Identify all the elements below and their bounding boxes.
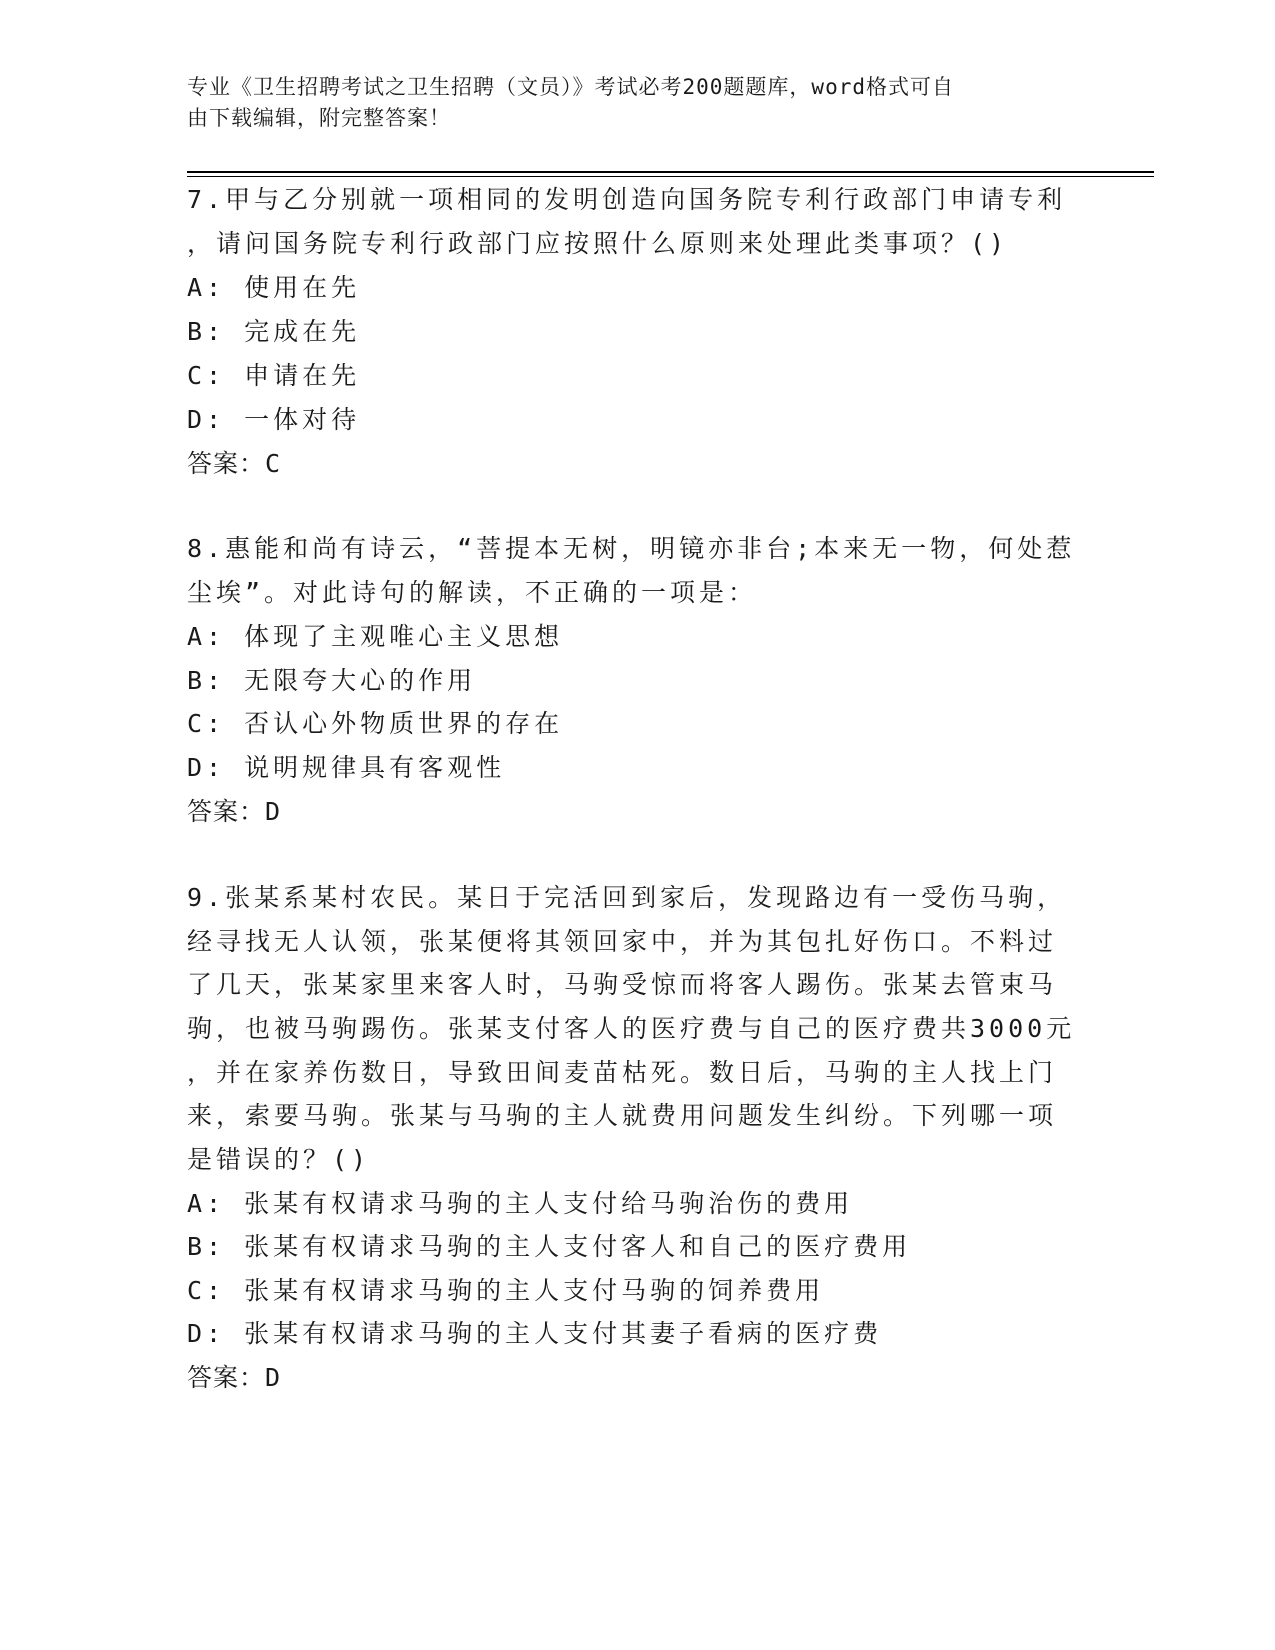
question-9-line-2: 经寻找无人认领，张某便将其领回家中，并为其包扎好伤口。不料过 [187, 927, 1058, 956]
question-7-option-d: D: 一体对待 [187, 405, 361, 434]
question-7-line-1: 7.甲与乙分别就一项相同的发明创造向国务院专利行政部门申请专利 [187, 185, 1067, 214]
question-9-line-3: 了几天，张某家里来客人时，马驹受惊而将客人踢伤。张某去管束马 [187, 970, 1058, 999]
header-rule-thick [187, 171, 1154, 173]
question-7-option-a: A: 使用在先 [187, 273, 361, 302]
question-7-answer: 答案：C [187, 449, 282, 478]
question-8-option-c: C: 否认心外物质世界的存在 [187, 709, 564, 738]
question-9-answer: 答案：D [187, 1363, 282, 1392]
header-rule-thin [187, 176, 1154, 177]
question-9-line-1: 9.张某系某村农民。某日于完活回到家后，发现路边有一受伤马驹， [187, 883, 1067, 912]
question-9-line-6: 来，索要马驹。张某与马驹的主人就费用问题发生纠纷。下列哪一项 [187, 1101, 1058, 1130]
question-7-line-2: ，请问国务院专利行政部门应按照什么原则来处理此类事项？() [187, 229, 1009, 258]
question-9-option-c: C: 张某有权请求马驹的主人支付马驹的饲养费用 [187, 1276, 825, 1305]
header-line-2: 由下载编辑，附完整答案！ [187, 106, 451, 130]
question-7-option-b: B: 完成在先 [187, 317, 361, 346]
question-8-line-2: 尘埃”。对此诗句的解读，不正确的一项是： [187, 578, 758, 607]
question-9-option-d: D: 张某有权请求马驹的主人支付其妻子看病的医疗费 [187, 1319, 883, 1348]
question-8-option-a: A: 体现了主观唯心主义思想 [187, 622, 564, 651]
question-9-option-a: A: 张某有权请求马驹的主人支付给马驹治伤的费用 [187, 1189, 854, 1218]
header-line-1: 专业《卫生招聘考试之卫生招聘（文员）》考试必考200题题库，word格式可自 [187, 75, 954, 99]
question-8-line-1: 8.惠能和尚有诗云，“菩提本无树，明镜亦非台;本来无一物，何处惹 [187, 534, 1076, 563]
question-9-line-7: 是错误的？() [187, 1145, 371, 1174]
question-8-option-b: B: 无限夸大心的作用 [187, 666, 477, 695]
question-8-option-d: D: 说明规律具有客观性 [187, 753, 506, 782]
question-9-option-b: B: 张某有权请求马驹的主人支付客人和自己的医疗费用 [187, 1232, 912, 1261]
question-8-answer: 答案：D [187, 797, 282, 826]
question-7-option-c: C: 申请在先 [187, 361, 361, 390]
question-9-line-5: ，并在家养伤数日，导致田间麦苗枯死。数日后，马驹的主人找上门 [187, 1058, 1058, 1087]
question-9-line-4: 驹，也被马驹踢伤。张某支付客人的医疗费与自己的医疗费共3000元 [187, 1014, 1076, 1043]
